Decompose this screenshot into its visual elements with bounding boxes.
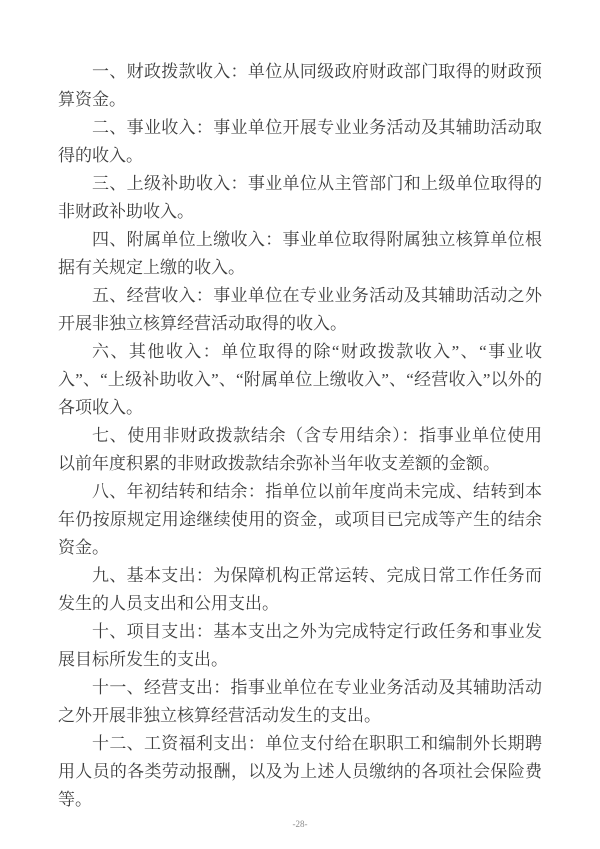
paragraph-definition-7: 七、使用非财政拨款结余（含专用结余）：指事业单位使用以前年度积累的非财政拨款结余弥补当年收支差额的金额。 <box>58 426 542 473</box>
page-number: -28- <box>292 819 308 829</box>
paragraph-definition-5: 五、经营收入：事业单位在专业业务活动及其辅助活动之外开展非独立核算经营活动取得的收入。 <box>58 286 542 333</box>
paragraph-definition-8: 八、年初结转和结余：指单位以前年度尚未完成、结转到本年仍按原规定用途继续使用的资金，或项目已完成等产生的结余资金。 <box>58 482 542 557</box>
paragraph-definition-10: 十、项目支出：基本支出之外为完成特定行政任务和事业发展目标所发生的支出。 <box>58 622 542 669</box>
paragraph-definition-9: 九、基本支出：为保障机构正常运转、完成日常工作任务而发生的人员支出和公用支出。 <box>58 566 542 613</box>
document-body <box>58 58 542 814</box>
paragraph-definition-1: 一、财政拨款收入：单位从同级政府财政部门取得的财政预算资金。 <box>58 62 542 109</box>
paragraph-definition-4: 四、附属单位上缴收入：事业单位取得附属独立核算单位根据有关规定上缴的收入。 <box>58 230 542 277</box>
paragraph-definition-11: 十一、经营支出：指事业单位在专业业务活动及其辅助活动之外开展非独立核算经营活动发生的支出。 <box>58 678 542 725</box>
paragraph-definition-12: 十二、工资福利支出：单位支付给在职职工和编制外长期聘用人员的各类劳动报酬，以及为上述人员缴纳的各项社会保险费等。 <box>58 734 542 809</box>
paragraph-definition-2: 二、事业收入：事业单位开展专业业务活动及其辅助活动取得的收入。 <box>58 118 542 165</box>
paragraph-definition-6: 六、其他收入：单位取得的除“财政拨款收入”、“事业收入”、“上级补助收入”、“附属单位上缴收入”、“经营收入”以外的各项收入。 <box>58 342 542 417</box>
paragraph-definition-3: 三、上级补助收入：事业单位从主管部门和上级单位取得的非财政补助收入。 <box>58 174 542 221</box>
